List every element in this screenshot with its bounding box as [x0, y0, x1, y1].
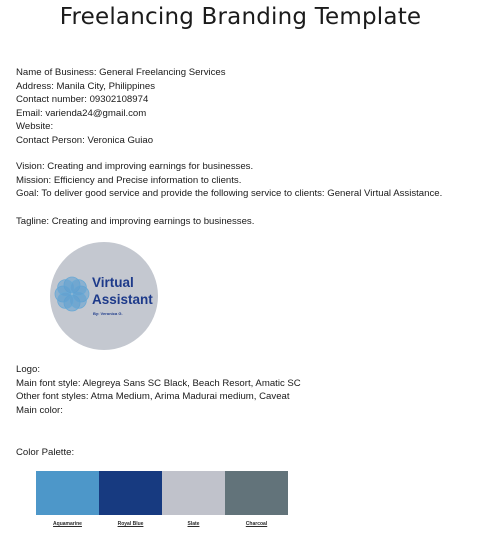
logo-text-line1: Virtual [92, 275, 134, 290]
main-font-style: Main font style: Alegreya Sans SC Black, Beach Resort, Amatic SC [16, 377, 301, 389]
tagline: Tagline: Creating and improving earnings to businesses. [16, 216, 255, 227]
branding-details [16, 363, 476, 417]
main-color: Main color: [16, 404, 63, 416]
mission-statement: Mission: Efficiency and Precise information to clients. [16, 174, 242, 186]
website: Website: [16, 121, 54, 132]
flower-icon [52, 274, 92, 314]
logo-byline: By: Veronica G. [93, 311, 123, 316]
swatch-label-slate: Slate [187, 521, 200, 527]
vision-statement: Vision: Creating and improving earnings for businesses. [16, 161, 254, 172]
swatch-label-royal-blue: Royal Blue [117, 521, 144, 527]
other-font-styles: Other font styles: Atma Medium, Arima Madurai medium, Caveat [16, 391, 290, 402]
business-info [16, 66, 476, 147]
business-name: Name of Business: General Freelancing Services [16, 67, 226, 78]
swatch-charcoal [225, 471, 288, 515]
business-address: Address: Manila City, Philippines [16, 80, 155, 92]
statements [16, 160, 476, 201]
goal-statement: Goal: To deliver good service and provide the following service to clients: General Virtual Assistance. [16, 188, 443, 199]
color-palette-label: Color Palette: [16, 447, 75, 458]
contact-number: Contact number: 09302108974 [16, 94, 149, 105]
swatch-label-aquamarine: Aquamarine [53, 521, 82, 527]
contact-person: Contact Person: Veronica Guiao [16, 134, 154, 146]
logo-text-line2: Assistant [92, 292, 153, 307]
color-palette [36, 471, 288, 515]
contact-email: Email: varienda24@gmail.com [16, 107, 147, 119]
logo-label: Logo: [16, 364, 41, 375]
logo-image [50, 242, 158, 350]
swatch-royal-blue [99, 471, 162, 515]
swatch-slate [162, 471, 225, 515]
swatch-aquamarine [36, 471, 99, 515]
swatch-label-charcoal: Charcoal [245, 521, 268, 527]
swatch-labels [36, 521, 288, 527]
page-title: Freelancing Branding Template [59, 4, 422, 30]
